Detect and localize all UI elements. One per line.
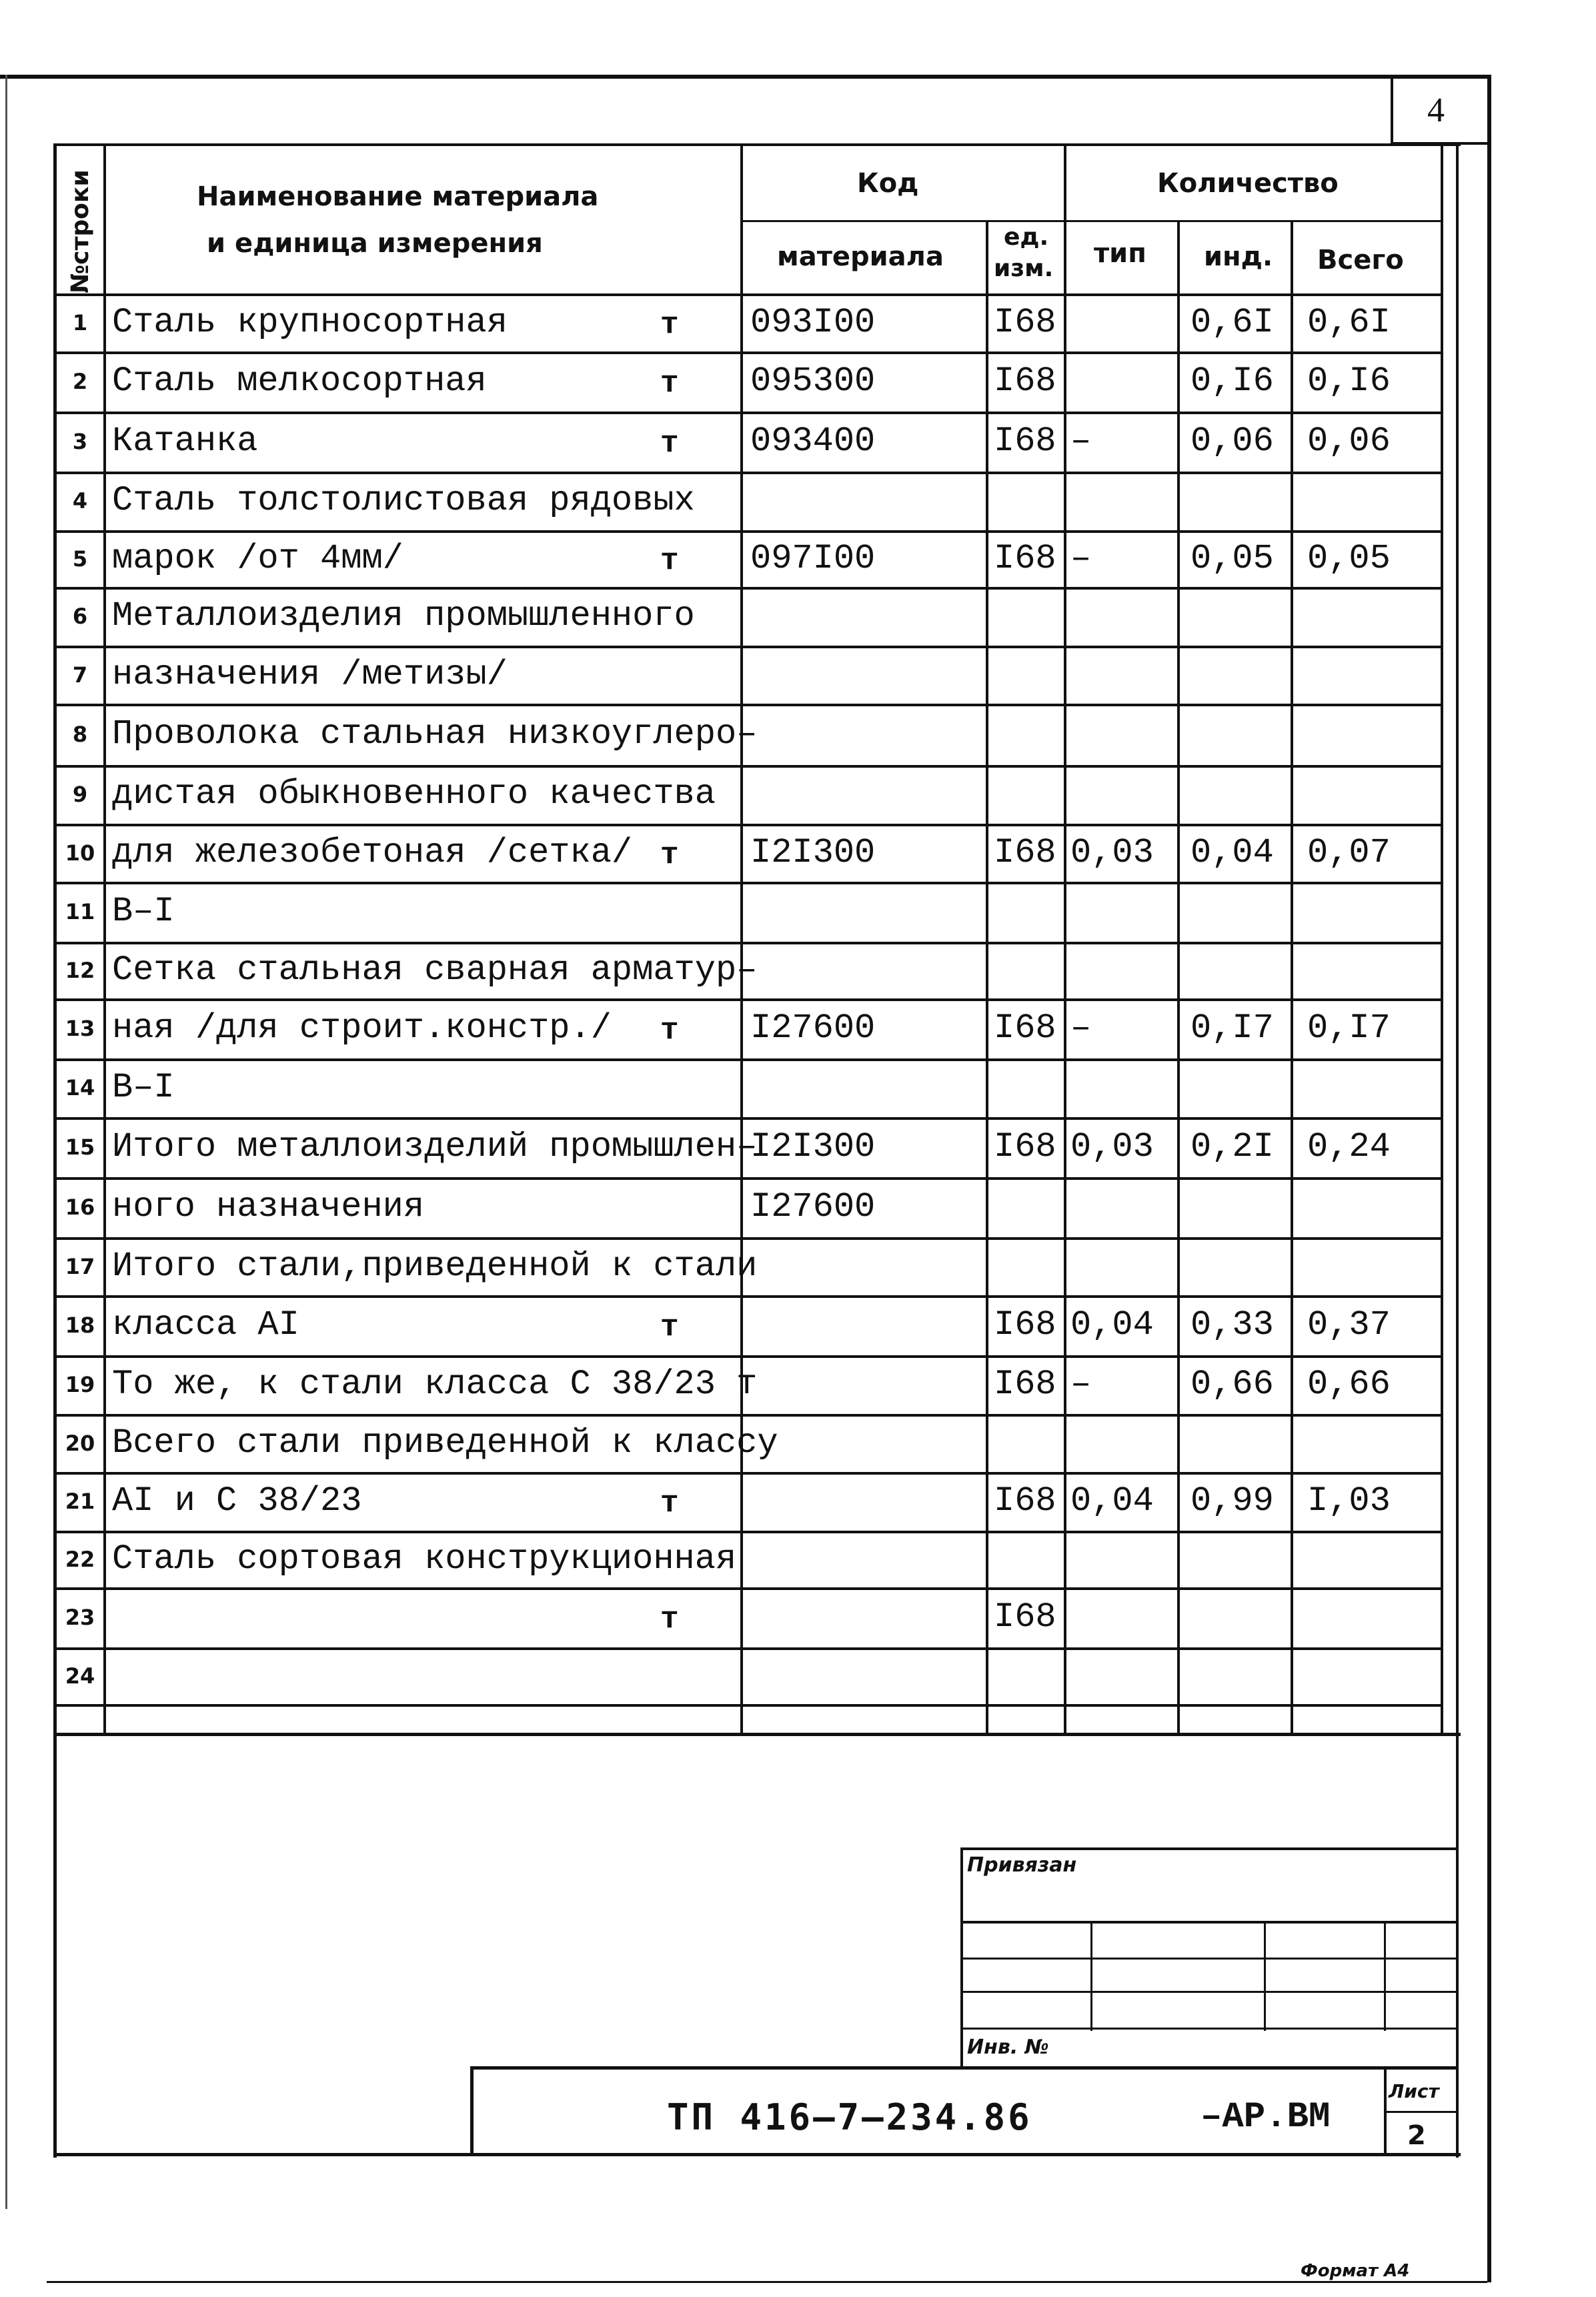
material-name: Итого стали,приведенной к стали: [112, 1246, 758, 1286]
qty-individual: 0,I6: [1190, 361, 1274, 401]
qty-total: I,03: [1307, 1481, 1391, 1521]
header-name-line2: и единица измерения: [207, 228, 543, 259]
material-name: То же, к стали класса С 38/23 т: [112, 1365, 758, 1404]
stamp-grid-line-3: [960, 1991, 1457, 1993]
table-row: [0, 1295, 1596, 1355]
material-unit: т: [660, 1486, 679, 1521]
footer-format: Формат А4: [1301, 2261, 1410, 2281]
sheet-box-mid: [1384, 2111, 1457, 2113]
table-row: [0, 351, 1596, 412]
table-row: [0, 1177, 1596, 1237]
qty-individual: 0,I7: [1190, 1008, 1274, 1048]
material-code: 095300: [750, 361, 876, 401]
designation-block-left: [470, 2066, 474, 2156]
material-code: 093I00: [750, 302, 876, 342]
table-row: [0, 1472, 1596, 1531]
stamp-grid-line-1: [960, 1921, 1457, 1924]
frame-bottom-line: [53, 2153, 1461, 2156]
stamp-linked: Привязан: [967, 1853, 1077, 1877]
table-row: [0, 765, 1596, 824]
qty-individual: 0,2I: [1190, 1127, 1274, 1167]
material-unit: т: [660, 1310, 679, 1345]
row-number: 11: [65, 899, 95, 924]
qty-type: 0,04: [1070, 1481, 1154, 1521]
row-number: 23: [65, 1605, 95, 1630]
row-number: 22: [65, 1546, 95, 1572]
qty-individual: 0,99: [1190, 1481, 1274, 1521]
qty-type: –: [1070, 1365, 1092, 1404]
material-name: В–I: [112, 892, 175, 931]
sheet-label: Лист: [1389, 2080, 1439, 2102]
header-total: Всего: [1317, 245, 1404, 275]
row-number: 24: [65, 1663, 95, 1689]
table-row: [0, 412, 1596, 472]
header-row-no: №строки: [67, 169, 94, 293]
row-number: 8: [72, 722, 88, 747]
row-number: 19: [65, 1372, 95, 1397]
header-type: тип: [1094, 238, 1146, 269]
qty-individual: 0,33: [1190, 1305, 1274, 1345]
table-row: [0, 882, 1596, 942]
table-header-top: [53, 143, 1461, 146]
qty-type: –: [1070, 1008, 1092, 1048]
header-code: Код: [857, 168, 919, 199]
row-number: 2: [72, 369, 88, 394]
material-unit: т: [660, 426, 679, 461]
row-number: 12: [65, 957, 95, 983]
measure-code: I68: [994, 538, 1056, 578]
qty-total: 0,37: [1307, 1305, 1391, 1345]
row-number: 21: [65, 1489, 95, 1514]
material-name: АI и С 38/23: [112, 1481, 362, 1521]
table-row: [0, 472, 1596, 530]
material-name: Проволока стальная низкоуглеро–: [112, 714, 758, 754]
table-row: [0, 998, 1596, 1058]
measure-code: I68: [994, 1127, 1056, 1167]
row-number: 17: [65, 1253, 95, 1279]
header-quantity: Количество: [1157, 168, 1339, 199]
material-code: I2I300: [750, 832, 876, 872]
row-number: 5: [72, 546, 88, 572]
measure-code: I68: [994, 302, 1056, 342]
material-name: В–I: [112, 1068, 175, 1107]
material-name: Металлоизделия промышленного: [112, 596, 695, 636]
material-unit: т: [660, 307, 679, 342]
table-row: [0, 942, 1596, 998]
material-name: назначения /метизы/: [112, 654, 508, 694]
table-row: [0, 1058, 1596, 1117]
qty-individual: 0,05: [1190, 538, 1274, 578]
qty-individual: 0,66: [1190, 1365, 1274, 1404]
row-number: 16: [65, 1195, 95, 1220]
measure-code: I68: [994, 1305, 1056, 1345]
row-number: 4: [72, 488, 88, 514]
header-unit-line1: ед.: [1004, 223, 1049, 251]
stamp-grid-vline-3: [1384, 1921, 1386, 2031]
measure-code: I68: [994, 1597, 1056, 1637]
header-mid-line: [740, 220, 1443, 222]
row-number: 20: [65, 1430, 95, 1456]
material-name: Катанка: [112, 422, 258, 461]
stamp-grid-vline-1: [1090, 1921, 1092, 2031]
qty-total: 0,07: [1307, 832, 1391, 872]
table-row: [0, 1237, 1596, 1295]
material-unit: т: [660, 543, 679, 578]
sheet-number: 2: [1407, 2120, 1426, 2151]
material-name: Всего стали приведенной к классу: [112, 1423, 778, 1463]
material-name: марок /от 4мм/: [112, 538, 404, 578]
row-divider: [53, 1704, 1443, 1707]
qty-type: 0,03: [1070, 832, 1154, 872]
row-number: 18: [65, 1313, 95, 1338]
material-name: для железобетоная /сетка/: [112, 832, 633, 872]
material-name: Итого металлоизделий промышлен–: [112, 1127, 758, 1167]
material-name: Сталь мелкосортная: [112, 361, 487, 401]
designation: ТП 416–7–234.86: [667, 2096, 1032, 2138]
table-row: [0, 1531, 1596, 1587]
designation-suffix: –АР.ВМ: [1201, 2097, 1331, 2138]
qty-total: 0,06: [1307, 422, 1391, 461]
measure-code: I68: [994, 1365, 1056, 1404]
material-name: класса АI: [112, 1305, 299, 1345]
header-material: материала: [777, 241, 944, 272]
table-row: [0, 293, 1596, 351]
table-row: [0, 587, 1596, 646]
table-row: [0, 704, 1596, 765]
material-code: 093400: [750, 422, 876, 461]
qty-total: 0,05: [1307, 538, 1391, 578]
row-number: 9: [72, 782, 88, 807]
qty-total: 0,I6: [1307, 361, 1391, 401]
qty-individual: 0,6I: [1190, 302, 1274, 342]
material-unit: т: [660, 1013, 679, 1048]
header-name-line1: Наименование материала: [197, 181, 599, 212]
material-name: Сталь толстолистовая рядовых: [112, 481, 695, 520]
row-number: 3: [72, 429, 88, 454]
page-number-box-left: [1391, 75, 1393, 145]
material-unit: т: [660, 837, 679, 872]
material-unit: т: [660, 366, 679, 401]
table-row: [0, 646, 1596, 704]
row-number: 13: [65, 1016, 95, 1041]
qty-total: 0,24: [1307, 1127, 1391, 1167]
table-bottom-line: [53, 1733, 1461, 1736]
material-code: I2I300: [750, 1127, 876, 1167]
page-number: 4: [1427, 91, 1445, 129]
designation-block-top: [470, 2066, 1457, 2070]
table-row: [0, 824, 1596, 882]
qty-type: –: [1070, 538, 1092, 578]
qty-total: 0,6I: [1307, 302, 1391, 342]
stamp-linked-top: [960, 1847, 1457, 1850]
stamp-inv-no: Инв. №: [967, 2036, 1049, 2059]
qty-type: 0,04: [1070, 1305, 1154, 1345]
measure-code: I68: [994, 422, 1056, 461]
table-row: [0, 1587, 1596, 1647]
qty-type: –: [1070, 422, 1092, 461]
row-number: 14: [65, 1075, 95, 1100]
footer-line: [47, 2281, 1487, 2283]
measure-code: I68: [994, 1008, 1056, 1048]
qty-individual: 0,06: [1190, 422, 1274, 461]
top-border: [0, 75, 1491, 79]
qty-total: 0,I7: [1307, 1008, 1391, 1048]
table-row: [0, 1414, 1596, 1472]
row-number: 6: [72, 604, 88, 629]
measure-code: I68: [994, 1481, 1056, 1521]
row-number: 10: [65, 840, 95, 866]
material-name: Сталь крупносортная: [112, 302, 508, 342]
qty-individual: 0,04: [1190, 832, 1274, 872]
measure-code: I68: [994, 832, 1056, 872]
qty-type: 0,03: [1070, 1127, 1154, 1167]
stamp-grid-vline-2: [1264, 1921, 1266, 2031]
material-name: дистая обыкновенного качества: [112, 774, 716, 814]
measure-code: I68: [994, 361, 1056, 401]
table-row: [0, 1355, 1596, 1414]
material-code: I27600: [750, 1008, 876, 1048]
header-individual: инд.: [1204, 241, 1273, 272]
material-code: I27600: [750, 1187, 876, 1227]
stamp-grid-line-4: [960, 2028, 1457, 2030]
header-unit-line2: изм.: [994, 255, 1054, 282]
material-code: 097I00: [750, 538, 876, 578]
row-number: 1: [72, 309, 88, 335]
material-name: ная /для строит.констр./: [112, 1008, 612, 1048]
qty-total: 0,66: [1307, 1365, 1391, 1404]
row-number: 7: [72, 662, 88, 688]
table-row: [0, 1647, 1596, 1704]
stamp-grid-line-2: [960, 1958, 1457, 1960]
material-name: Сталь сортовая конструкционная: [112, 1539, 737, 1579]
material-name: ного назначения: [112, 1187, 425, 1227]
row-number: 15: [65, 1134, 95, 1160]
table-row: [0, 1117, 1596, 1177]
material-unit: т: [660, 1602, 679, 1637]
table-row: [0, 530, 1596, 587]
material-name: Сетка стальная сварная арматур–: [112, 950, 758, 990]
